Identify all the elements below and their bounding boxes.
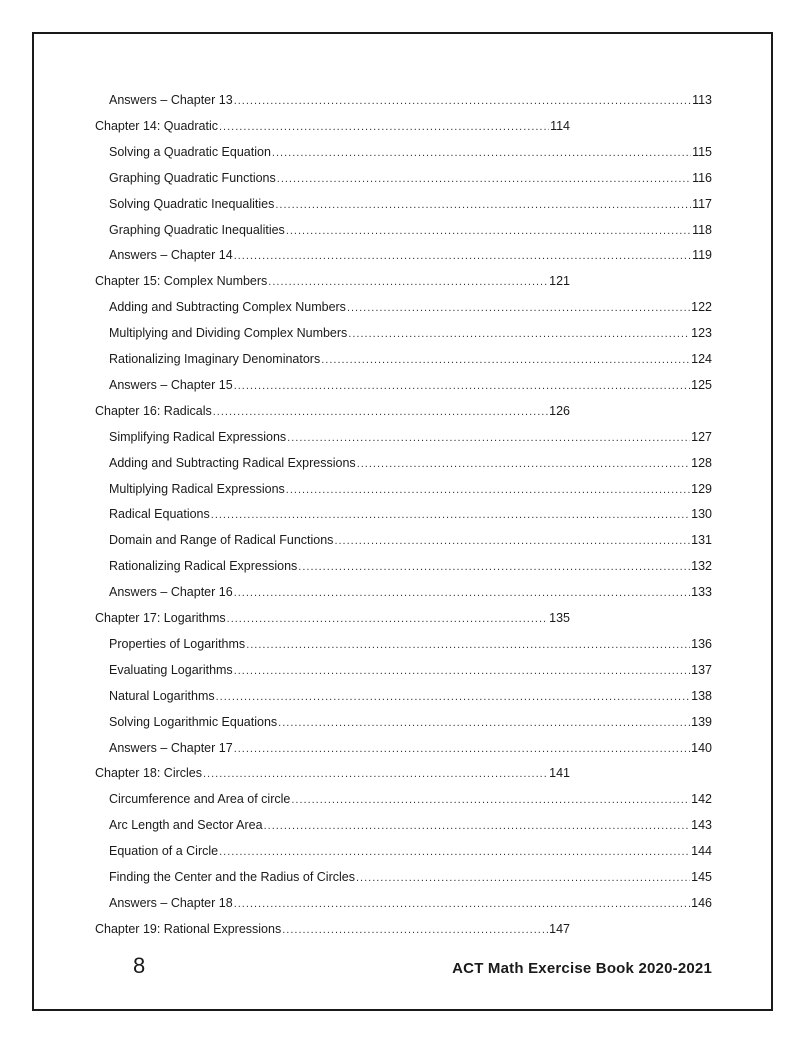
toc-entry-page-number: 141 [549,766,570,781]
toc-dot-leader [286,222,691,240]
toc-dot-leader [234,247,691,265]
toc-dot-leader [334,532,690,550]
toc-dot-leader [264,817,691,835]
toc-entry-page-number: 124 [691,352,712,366]
toc-entry-page-number: 118 [692,222,712,237]
toc-entry-page-number: 125 [691,377,712,392]
toc-entry-label: Domain and Range of Radical Functions [109,533,334,548]
toc-section-entry[interactable] [109,815,712,835]
toc-section-entry[interactable] [109,349,712,369]
toc-section-entry[interactable] [109,142,712,162]
footer-page-number: 8 [133,953,146,978]
toc-section-entry[interactable] [109,867,712,887]
toc-entry-page-number: 116 [692,170,712,185]
toc-entry-page-number: 144 [691,844,712,859]
toc-entry-label: Arc Length and Sector Area [109,818,263,833]
toc-dot-leader [347,299,690,317]
toc-dot-leader [348,325,690,343]
toc-entry-page-number: 138 [691,688,712,703]
toc-entry-page-number: 117 [692,196,712,211]
toc-entry-label: Evaluating Logarithms [109,662,233,677]
toc-dot-leader [246,636,690,654]
toc-entry-page-number: 131 [691,533,712,548]
toc-dot-leader [291,791,690,809]
toc-entry-page-number: 122 [691,300,712,315]
toc-entry-label: Rationalizing Imaginary Denominators [109,352,321,366]
toc-section-entry[interactable] [109,893,712,913]
toc-entry-label: Answers – Chapter 14 [109,248,233,263]
toc-entry-label: Equation of a Circle [109,844,219,859]
toc-entry-label: Chapter 19: Rational Expressions [95,921,282,936]
toc-section-entry[interactable] [109,738,712,758]
toc-entry-page-number: 129 [691,481,712,496]
toc-entry-page-number: 143 [691,818,712,833]
toc-chapter-entry[interactable] [95,116,570,136]
toc-entry-label: Multiplying Radical Expressions [109,481,285,496]
toc-entry-page-number: 140 [691,740,712,755]
toc-dot-leader [278,714,690,732]
toc-section-entry[interactable] [109,479,712,499]
toc-chapter-entry[interactable] [95,919,570,939]
toc-entry-page-number: 115 [692,144,712,159]
toc-entry-label: Simplifying Radical Expressions [109,429,287,444]
toc-entry-page-number: 119 [692,248,712,263]
toc-entry-label: Answers – Chapter 17 [109,740,233,755]
toc-entry-page-number: 123 [691,326,712,341]
toc-entry-label: Circumference and Area of circle [109,792,291,807]
toc-section-entry[interactable] [109,220,712,240]
toc-section-entry[interactable] [109,168,712,188]
toc-dot-leader [234,377,690,395]
toc-entry-page-number: 132 [691,559,712,574]
toc-dot-leader [216,688,691,706]
toc-section-entry[interactable] [109,556,712,576]
toc-entry-label: Natural Logarithms [109,688,215,703]
toc-entry-page-number: 136 [691,636,712,651]
toc-section-entry[interactable] [109,323,712,343]
toc-section-entry[interactable] [109,660,712,680]
toc-chapter-entry[interactable] [95,763,570,783]
toc-entry-label: Graphing Quadratic Inequalities [109,222,285,237]
toc-entry-label: Solving Quadratic Inequalities [109,196,275,211]
toc-entry-label: Graphing Quadratic Functions [109,170,276,185]
toc-dot-leader [219,118,549,136]
toc-entry-label: Chapter 17: Logarithms [95,611,226,625]
toc-section-entry[interactable] [109,841,712,861]
toc-dot-leader [277,170,691,188]
toc-dot-leader [356,869,690,887]
toc-dot-leader [298,558,690,576]
toc-dot-leader [227,610,549,628]
toc-entry-label: Answers – Chapter 16 [109,585,233,600]
toc-entry-label: Chapter 18: Circles [95,766,202,781]
toc-entry-page-number: 139 [691,714,712,729]
toc-dot-leader [275,196,691,214]
toc-dot-leader [219,843,690,861]
toc-section-entry[interactable] [109,297,712,317]
toc-section-entry[interactable] [109,245,712,265]
toc-section-entry[interactable] [109,582,712,602]
toc-entry-page-number: 121 [549,274,570,289]
toc-entry-page-number: 142 [691,792,712,807]
toc-entry-label: Multiplying and Dividing Complex Numbers [109,326,348,341]
toc-entry-page-number: 127 [691,429,712,444]
toc-section-entry[interactable] [109,712,712,732]
toc-dot-leader [234,895,690,913]
toc-dot-leader [211,506,690,524]
toc-dot-leader [268,273,548,291]
toc-entry-page-number: 128 [691,455,712,470]
toc-dot-leader [213,403,548,421]
toc-dot-leader [234,662,690,680]
toc-section-entry[interactable] [109,530,712,550]
toc-entry-label: Finding the Center and the Radius of Circles [109,870,355,884]
toc-entry-page-number: 114 [550,118,570,133]
toc-section-entry[interactable] [109,789,712,809]
toc-section-entry[interactable] [109,686,712,706]
toc-dot-leader [234,92,691,110]
toc-dot-leader [286,481,690,499]
toc-entry-label: Answers – Chapter 18 [109,895,233,910]
toc-entry-page-number: 146 [691,895,712,910]
toc-entry-label: Answers – Chapter 15 [109,377,233,392]
toc-entry-label: Chapter 16: Radicals [95,403,212,418]
toc-section-entry[interactable] [109,453,712,473]
toc-chapter-entry[interactable] [95,271,570,291]
toc-dot-leader [203,765,548,783]
toc-entry-label: Answers – Chapter 13 [109,93,233,107]
toc-entry-page-number: 145 [691,870,712,884]
toc-chapter-entry[interactable] [95,608,570,628]
toc-dot-leader [282,921,548,939]
toc-section-entry[interactable] [109,427,712,447]
toc-entry-page-number: 133 [691,585,712,600]
toc-section-entry[interactable] [109,90,712,110]
toc-section-entry[interactable] [109,194,712,214]
toc-chapter-entry[interactable] [95,401,570,421]
toc-entry-label: Chapter 14: Quadratic [95,118,218,133]
toc-entry-page-number: 113 [692,93,712,107]
toc-dot-leader [272,144,691,162]
toc-section-entry[interactable] [109,375,712,395]
toc-entry-label: Solving a Quadratic Equation [109,144,271,159]
toc-entry-page-number: 135 [549,611,570,625]
toc-entry-page-number: 126 [549,403,570,418]
toc-entry-page-number: 130 [691,507,712,522]
toc-entry-page-number: 137 [691,662,712,677]
toc-entry-label: Rationalizing Radical Expressions [109,559,298,574]
toc-entry-label: Radical Equations [109,507,210,522]
toc-entry-label: Adding and Subtracting Complex Numbers [109,300,346,315]
toc-entry-page-number: 147 [549,921,570,936]
toc-entry-label: Adding and Subtracting Radical Expressions [109,455,356,470]
toc-section-entry[interactable] [109,504,712,524]
toc-entry-label: Chapter 15: Complex Numbers [95,274,268,289]
toc-dot-leader [357,455,690,473]
footer-book-title: ACT Math Exercise Book 2020-2021 [452,960,712,977]
toc-section-entry[interactable] [109,634,712,654]
toc-entry-label: Properties of Logarithms [109,636,246,651]
toc-entry-label: Solving Logarithmic Equations [109,714,278,729]
toc-dot-leader [234,740,690,758]
toc-dot-leader [234,584,690,602]
toc-dot-leader [321,351,690,369]
toc-dot-leader [287,429,690,447]
